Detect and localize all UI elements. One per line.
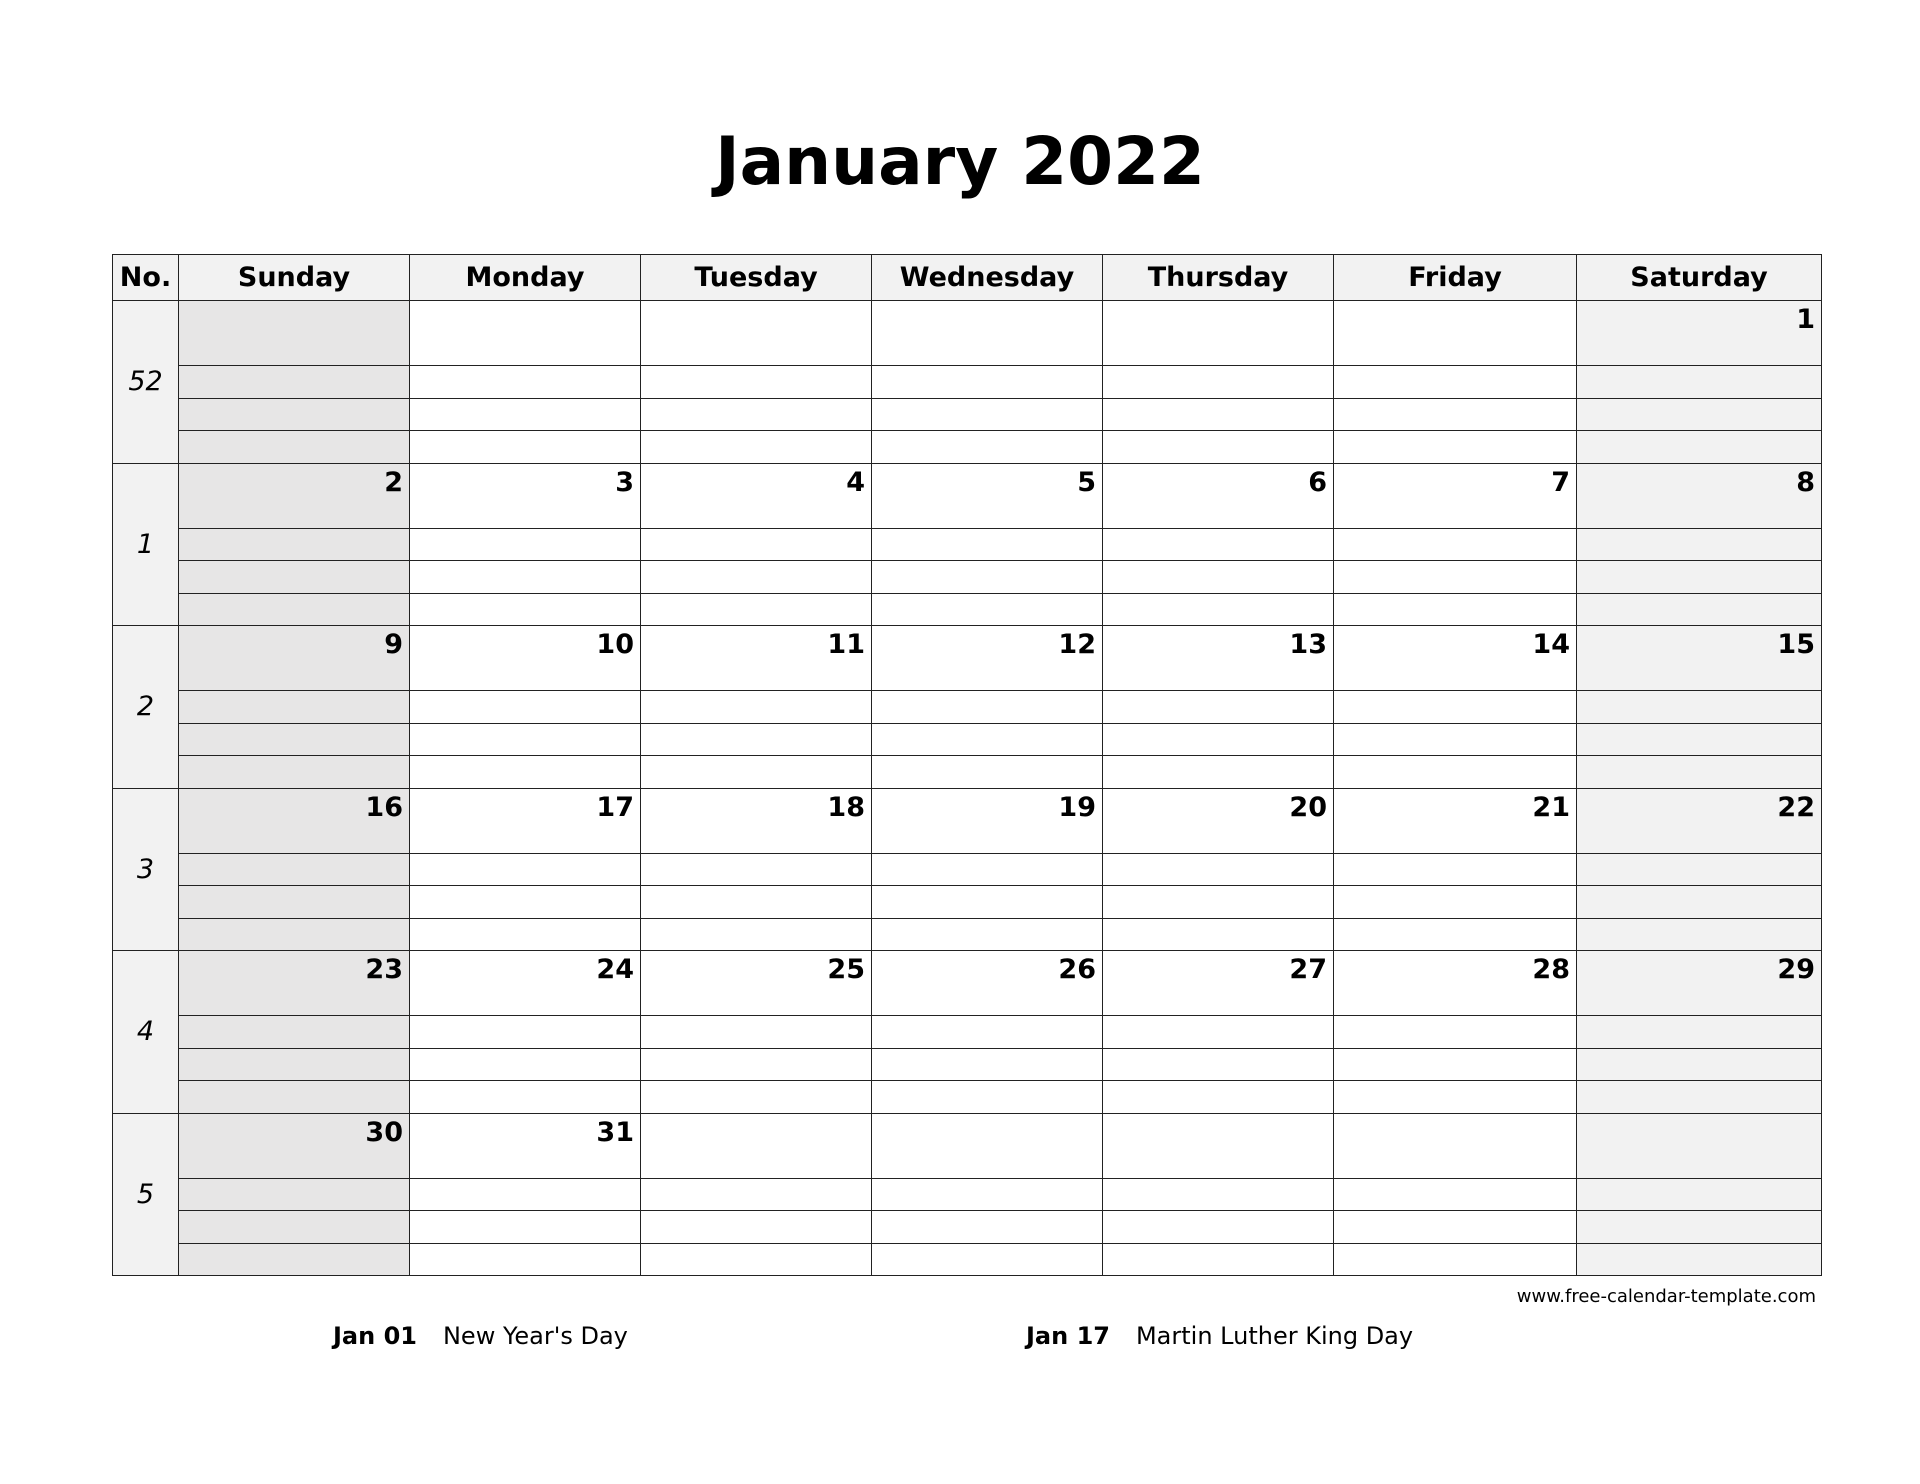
note-line	[410, 756, 641, 789]
day-header-tuesday: Tuesday	[641, 255, 872, 301]
note-line	[179, 691, 410, 724]
note-line	[179, 528, 410, 561]
day-cell-saturday	[1577, 626, 1822, 691]
note-line	[179, 1081, 410, 1114]
day-number: 4	[846, 466, 865, 498]
note-line	[872, 431, 1103, 464]
note-line	[1103, 1243, 1334, 1276]
week-row	[113, 788, 1822, 853]
note-line	[1334, 1048, 1577, 1081]
note-line-row	[113, 853, 1822, 886]
day-cell-friday	[1334, 463, 1577, 528]
note-line	[641, 1178, 872, 1211]
note-line	[1103, 1016, 1334, 1049]
holiday-date: Jan 17	[1026, 1322, 1110, 1350]
note-line	[1103, 528, 1334, 561]
day-cell-saturday	[1577, 788, 1822, 853]
day-number: 30	[365, 1116, 403, 1148]
day-cell-thursday	[1103, 301, 1334, 366]
note-line-row	[113, 561, 1822, 594]
day-cell-saturday	[1577, 463, 1822, 528]
day-cell-thursday	[1103, 463, 1334, 528]
week-number: 5	[113, 1113, 179, 1276]
note-line	[1577, 723, 1822, 756]
day-number: 3	[615, 466, 634, 498]
note-line	[1103, 1081, 1334, 1114]
note-line	[641, 593, 872, 626]
week-number: 3	[113, 788, 179, 951]
note-line-row	[113, 1178, 1822, 1211]
note-line	[410, 561, 641, 594]
note-line	[1577, 1211, 1822, 1244]
note-line	[1103, 691, 1334, 724]
day-cell-friday	[1334, 301, 1577, 366]
note-line	[1334, 1243, 1577, 1276]
note-line	[1103, 918, 1334, 951]
note-line	[872, 1243, 1103, 1276]
note-line	[1334, 918, 1577, 951]
note-line	[1103, 431, 1334, 464]
day-number	[1103, 301, 1333, 304]
note-line	[1577, 918, 1822, 951]
note-line-row	[113, 1016, 1822, 1049]
note-line	[1334, 1211, 1577, 1244]
note-line	[179, 723, 410, 756]
note-line	[179, 886, 410, 919]
header-row	[113, 255, 1822, 301]
day-number: 11	[827, 629, 865, 660]
note-line	[641, 756, 872, 789]
note-line-row	[113, 398, 1822, 431]
note-line	[179, 1178, 410, 1211]
note-line-row	[113, 886, 1822, 919]
note-line	[1103, 1211, 1334, 1244]
day-header-saturday: Saturday	[1577, 255, 1822, 301]
note-line	[641, 431, 872, 464]
note-line	[872, 691, 1103, 724]
note-line	[1334, 886, 1577, 919]
day-number: 22	[1777, 791, 1815, 823]
note-line	[410, 1243, 641, 1276]
note-line	[1577, 366, 1822, 399]
day-number: 16	[365, 791, 403, 823]
note-line	[1103, 593, 1334, 626]
day-cell-sunday	[179, 951, 410, 1016]
note-line	[1577, 431, 1822, 464]
note-line	[872, 1211, 1103, 1244]
week-number: 52	[113, 301, 179, 464]
note-line	[179, 431, 410, 464]
note-line	[641, 691, 872, 724]
day-cell-tuesday	[641, 463, 872, 528]
day-number: 17	[596, 791, 634, 823]
note-line	[410, 398, 641, 431]
day-cell-wednesday	[872, 951, 1103, 1016]
note-line	[641, 398, 872, 431]
note-line	[410, 723, 641, 756]
note-line	[641, 853, 872, 886]
note-line	[1103, 723, 1334, 756]
note-line	[872, 1178, 1103, 1211]
note-line	[1577, 853, 1822, 886]
note-line	[410, 366, 641, 399]
day-number	[641, 301, 871, 304]
day-cell-friday	[1334, 788, 1577, 853]
note-line	[641, 1016, 872, 1049]
day-cell-wednesday	[872, 626, 1103, 691]
day-number	[872, 301, 1102, 304]
note-line	[179, 398, 410, 431]
day-number	[179, 301, 409, 304]
day-cell-wednesday	[872, 463, 1103, 528]
day-number: 9	[384, 629, 403, 660]
note-line	[179, 1211, 410, 1244]
note-line	[1103, 398, 1334, 431]
day-number: 27	[1289, 954, 1327, 985]
day-cell-saturday	[1577, 1113, 1822, 1178]
note-line	[1103, 853, 1334, 886]
day-cell-sunday	[179, 1113, 410, 1178]
note-line	[410, 431, 641, 464]
note-line	[1577, 1178, 1822, 1211]
note-line	[872, 723, 1103, 756]
day-number	[410, 301, 640, 304]
day-cell-thursday	[1103, 788, 1334, 853]
day-number: 21	[1532, 791, 1570, 823]
note-line	[179, 1016, 410, 1049]
day-header-wednesday: Wednesday	[872, 255, 1103, 301]
note-line-row	[113, 1211, 1822, 1244]
day-number: 1	[1796, 304, 1815, 335]
note-line	[179, 756, 410, 789]
day-cell-monday	[410, 788, 641, 853]
note-line	[641, 366, 872, 399]
day-number: 13	[1289, 629, 1327, 660]
note-line	[1577, 1016, 1822, 1049]
note-line	[1334, 593, 1577, 626]
note-line	[872, 918, 1103, 951]
day-cell-monday	[410, 626, 641, 691]
day-cell-wednesday	[872, 301, 1103, 366]
note-line	[872, 398, 1103, 431]
note-line	[410, 886, 641, 919]
note-line	[1577, 691, 1822, 724]
holiday-date: Jan 01	[333, 1322, 417, 1350]
day-number: 7	[1551, 466, 1570, 498]
day-number: 5	[1077, 466, 1096, 498]
note-line	[1334, 528, 1577, 561]
day-cell-sunday	[179, 301, 410, 366]
note-line	[641, 723, 872, 756]
note-line	[1103, 1048, 1334, 1081]
holiday-item	[333, 1320, 628, 1352]
note-line-row	[113, 593, 1822, 626]
note-line-row	[113, 431, 1822, 464]
holiday-name: Martin Luther King Day	[1135, 1322, 1414, 1350]
note-line	[1577, 1081, 1822, 1114]
day-number: 19	[1058, 791, 1096, 823]
note-line	[1577, 756, 1822, 789]
note-line	[872, 528, 1103, 561]
day-number: 14	[1532, 629, 1570, 660]
day-number	[1577, 1114, 1821, 1117]
note-line	[641, 1048, 872, 1081]
calendar-grid	[112, 254, 1822, 1276]
note-line	[641, 918, 872, 951]
day-number: 25	[827, 954, 865, 985]
day-number: 29	[1777, 954, 1815, 985]
day-cell-thursday	[1103, 626, 1334, 691]
day-cell-sunday	[179, 626, 410, 691]
week-number-header: No.	[113, 255, 179, 301]
day-cell-friday	[1334, 1113, 1577, 1178]
day-header-sunday: Sunday	[179, 255, 410, 301]
day-cell-monday	[410, 463, 641, 528]
note-line	[410, 918, 641, 951]
day-number: 20	[1289, 791, 1327, 823]
page-title: January 2022	[715, 123, 1205, 200]
note-line-row	[113, 1243, 1822, 1276]
note-line	[1334, 853, 1577, 886]
note-line	[1577, 528, 1822, 561]
day-header-friday: Friday	[1334, 255, 1577, 301]
day-number: 23	[365, 954, 403, 985]
day-cell-thursday	[1103, 1113, 1334, 1178]
day-cell-friday	[1334, 951, 1577, 1016]
note-line	[872, 1048, 1103, 1081]
note-line	[410, 593, 641, 626]
day-cell-saturday	[1577, 301, 1822, 366]
note-line-row	[113, 1081, 1822, 1114]
note-line	[1103, 1178, 1334, 1211]
note-line	[1334, 561, 1577, 594]
note-line	[1577, 561, 1822, 594]
week-row	[113, 1113, 1822, 1178]
week-number: 1	[113, 463, 179, 626]
day-number: 26	[1058, 954, 1096, 985]
note-line	[641, 886, 872, 919]
week-row	[113, 951, 1822, 1016]
day-number: 12	[1058, 629, 1096, 660]
note-line	[1577, 1048, 1822, 1081]
note-line	[179, 918, 410, 951]
note-line	[410, 1048, 641, 1081]
day-cell-tuesday	[641, 301, 872, 366]
note-line	[872, 886, 1103, 919]
note-line	[1577, 593, 1822, 626]
note-line	[410, 1081, 641, 1114]
day-header-thursday: Thursday	[1103, 255, 1334, 301]
note-line	[1334, 366, 1577, 399]
note-line	[1577, 398, 1822, 431]
website-url: www.free-calendar-template.com	[1516, 1286, 1816, 1307]
day-cell-sunday	[179, 788, 410, 853]
note-line	[641, 1211, 872, 1244]
day-number: 28	[1532, 954, 1570, 985]
note-line	[179, 593, 410, 626]
note-line	[641, 1081, 872, 1114]
note-line	[872, 756, 1103, 789]
day-cell-tuesday	[641, 1113, 872, 1178]
note-line	[1334, 1081, 1577, 1114]
note-line	[1334, 756, 1577, 789]
note-line	[641, 1243, 872, 1276]
day-cell-wednesday	[872, 1113, 1103, 1178]
day-number: 2	[384, 466, 403, 498]
day-number: 15	[1777, 629, 1815, 660]
day-number	[1103, 1114, 1333, 1117]
note-line	[410, 1016, 641, 1049]
week-number: 4	[113, 951, 179, 1114]
day-cell-tuesday	[641, 951, 872, 1016]
note-line-row	[113, 1048, 1822, 1081]
week-row	[113, 463, 1822, 528]
note-line	[410, 1211, 641, 1244]
note-line	[179, 561, 410, 594]
note-line-row	[113, 528, 1822, 561]
day-cell-saturday	[1577, 951, 1822, 1016]
holiday-name: New Year's Day	[442, 1322, 628, 1350]
note-line	[1577, 1243, 1822, 1276]
note-line	[179, 1048, 410, 1081]
day-number: 10	[596, 629, 634, 660]
note-line	[179, 1243, 410, 1276]
day-number: 6	[1308, 466, 1327, 498]
note-line-row	[113, 756, 1822, 789]
note-line	[410, 528, 641, 561]
note-line	[410, 1178, 641, 1211]
note-line	[872, 1016, 1103, 1049]
day-cell-monday	[410, 951, 641, 1016]
day-number: 24	[596, 954, 634, 985]
day-cell-tuesday	[641, 788, 872, 853]
week-row	[113, 301, 1822, 366]
note-line	[641, 561, 872, 594]
note-line-row	[113, 366, 1822, 399]
day-cell-thursday	[1103, 951, 1334, 1016]
day-cell-monday	[410, 1113, 641, 1178]
note-line	[410, 853, 641, 886]
note-line	[872, 366, 1103, 399]
note-line	[1334, 1016, 1577, 1049]
day-cell-monday	[410, 301, 641, 366]
day-number	[641, 1114, 871, 1117]
note-line	[179, 366, 410, 399]
note-line	[1103, 756, 1334, 789]
day-cell-sunday	[179, 463, 410, 528]
note-line	[872, 853, 1103, 886]
note-line	[1103, 886, 1334, 919]
note-line	[1334, 723, 1577, 756]
week-row	[113, 626, 1822, 691]
day-number: 31	[596, 1116, 634, 1148]
note-line-row	[113, 723, 1822, 756]
week-number: 2	[113, 626, 179, 789]
day-cell-wednesday	[872, 788, 1103, 853]
day-number: 8	[1796, 466, 1815, 498]
day-number	[872, 1114, 1102, 1117]
note-line	[1334, 691, 1577, 724]
note-line	[410, 691, 641, 724]
note-line	[1334, 1178, 1577, 1211]
note-line	[1103, 561, 1334, 594]
note-line	[641, 528, 872, 561]
holiday-item	[1026, 1320, 1413, 1352]
day-number: 18	[827, 791, 865, 823]
day-number	[1334, 1114, 1576, 1117]
note-line-row	[113, 918, 1822, 951]
note-line	[872, 1081, 1103, 1114]
note-line	[1103, 366, 1334, 399]
note-line	[1577, 886, 1822, 919]
day-number	[1334, 301, 1576, 304]
note-line	[1334, 431, 1577, 464]
day-cell-friday	[1334, 626, 1577, 691]
day-header-monday: Monday	[410, 255, 641, 301]
note-line	[179, 853, 410, 886]
note-line	[872, 593, 1103, 626]
note-line	[872, 561, 1103, 594]
note-line-row	[113, 691, 1822, 724]
day-cell-tuesday	[641, 626, 872, 691]
note-line	[1334, 398, 1577, 431]
